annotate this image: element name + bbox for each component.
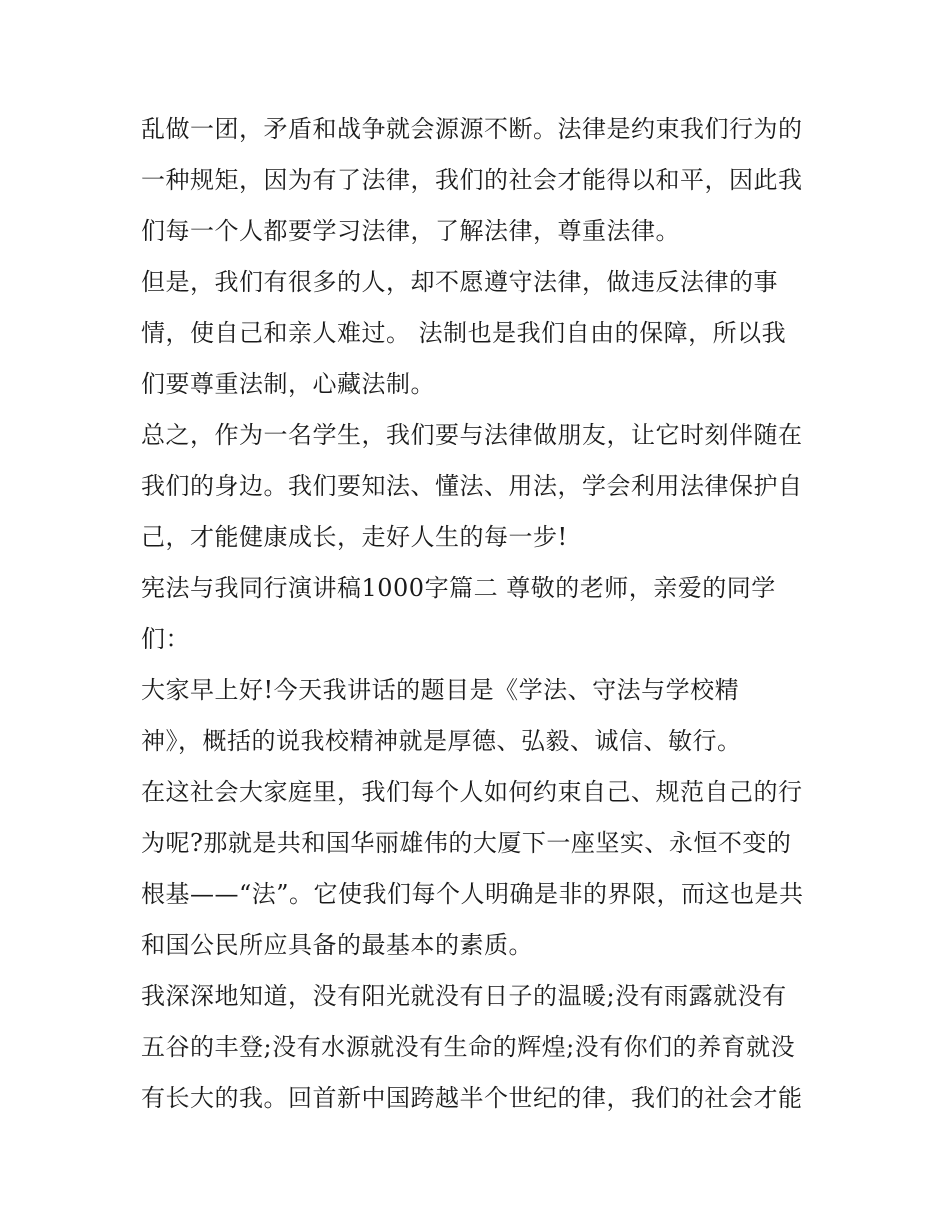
text-line: 大家早上好!今天我讲话的题目是《学法、守法与学校精 [141,676,740,704]
text-line: 们： [141,625,190,653]
document-body [141,104,821,1124]
text-line: 有长大的我。回首新中国跨越半个世纪的律，我们的社会才能 [141,1084,803,1112]
text-line: 总之，作为一名学生，我们要与法律做朋友，让它时刻伴随在 [141,421,803,449]
text-line: 宪法与我同行演讲稿1000字篇二 尊敬的老师，亲爱的同学 [141,574,776,602]
text-line: 我们的身边。我们要知法、懂法、用法，学会利用法律保护自 [141,472,803,500]
text-line: 和国公民所应具备的最基本的素质。 [141,931,533,959]
text-line: 乱做一团，矛盾和战争就会源源不断。法律是约束我们行为的 [141,115,803,143]
text-line: 们要尊重法制，心藏法制。 [141,370,435,398]
text-line: 们每一个人都要学习法律，了解法律，尊重法律。 [141,217,680,245]
text-line: 神》，概括的说我校精神就是厚德、弘毅、诚信、敏行。 [141,727,742,755]
text-line: 我深深地知道，没有阳光就没有日子的温暖;没有雨露就没有 [141,982,787,1010]
text-line: 在这社会大家庭里，我们每个人如何约束自己、规范自己的行 [141,778,803,806]
text-line: 己，才能健康成长，走好人生的每一步! [141,523,568,551]
text-line: 情，使自己和亲人难过。 法制也是我们自由的保障，所以我 [141,319,787,347]
text-line: 为呢?那就是共和国华丽雄伟的大厦下一座坚实、永恒不变的 [141,829,792,857]
text-line: 一种规矩，因为有了法律，我们的社会才能得以和平，因此我 [141,166,803,194]
text-line: 但是，我们有很多的人，却不愿遵守法律，做违反法律的事 [141,268,778,296]
text-line: 根基——“法”。它使我们每个人明确是非的界限，而这也是共 [141,880,804,908]
text-line: 五谷的丰登;没有水源就没有生命的辉煌;没有你们的养育就没 [141,1033,796,1061]
